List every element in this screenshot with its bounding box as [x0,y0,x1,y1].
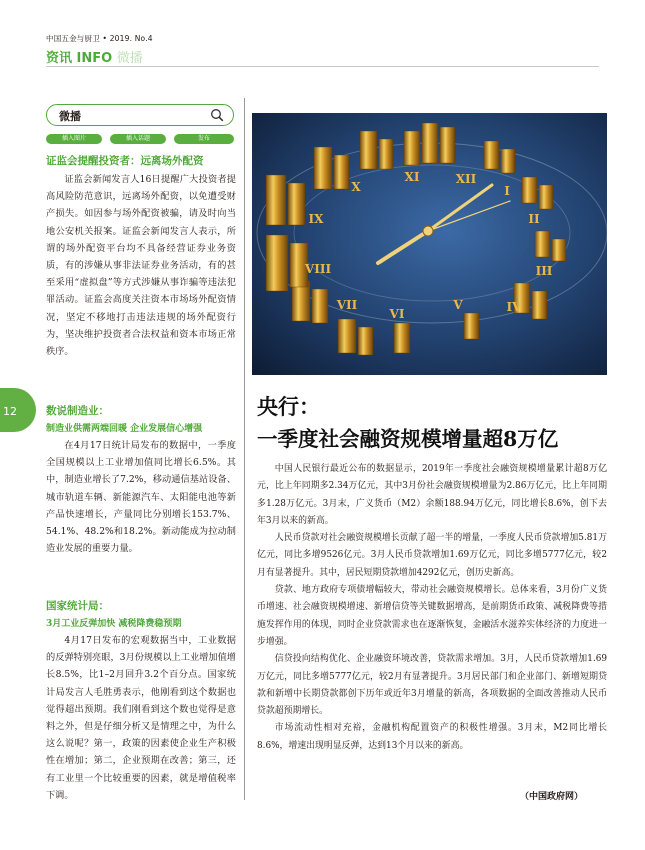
main-title-line1: 央行： [257,394,320,419]
main-paragraph-2: 人民币贷款对社会融资规模增长贡献了超一半的增量，一季度人民币贷款增加5.81万亿元，同比多增9526亿元。3月人民币贷款增加1.69万亿元，同比多增5777亿元，较2月有显著提升。其中，居民短期贷款增加4292亿元，创历史新高。 [257,533,607,578]
numeral-2: I [504,184,510,198]
numeral-7: VI [389,307,405,321]
weibo-search-box[interactable] [46,104,234,126]
section-title [46,47,143,66]
column-divider [244,98,245,800]
clock-coins-photo [252,113,607,375]
article-manufacturing-body: 在4月17日统计局发布的数据中，一季度全国规模以上工业增加值同比增长6.5%。其中，制造业增长了7.2%，移动通信基站设备、城市轨道车辆、新能源汽车、太阳能电池等新产品快速增长，产量同比分别增长153.7%、54.1%、48.2%和18.2%。新动能成为拉动制造业发展的重要力量。 [46,440,236,555]
numeral-9: VIII [304,262,332,276]
article-nbs-subtitle: 3月工业反弹加快 减税降费稳预期 [46,619,182,629]
section-title-main: 资讯 INFO [46,51,113,66]
main-title-line2: 一季度社会融资规模增量超8万亿 [257,427,559,451]
magazine-header: 中国五金与厨卫 • 2019. No.4 [46,34,153,43]
main-paragraph-1: 中国人民银行最近公布的数据显示，2019年一季度社会融资规模增量累计超8万亿元，比上年同期多2.34万亿元，其中3月份社会融资规模增量为2.86万亿元，比上年同期多1.28万亿元。3月末，广义货币（M2）余额188.94万亿元，同比增长8.6%，创下去年3月以来的新高。 [257,464,607,526]
article-nbs-title: 国家统计局： [46,600,109,612]
numeral-5: IV [506,300,522,314]
insert-topic-button[interactable]: 插入话题 [110,134,166,144]
numeral-6: V [453,298,463,312]
numeral-11: X [351,180,361,194]
insert-image-button[interactable]: 插入图片 [46,134,102,144]
numeral-4: III [535,264,553,278]
article-csrc-title: 证监会提醒投资者：远离场外配资 [46,155,204,167]
section-title-light: 微播 [116,51,143,66]
weibo-label: 微播 [59,110,81,123]
article-nbs-body: 4月17日发布的宏观数据当中，工业数据的反弹特别亮眼，3月份规模以上工业增加值增长8.5%，比1–2月回升3.2个百分点。国家统计局发言人毛胜勇表示，他刚看到这个数据也觉得超出预期。我们刚看到这个数也觉得是意料之外，但是仔细分析又是情理之中，为什么这么说呢？第一，政策的因素使企业生产积极性在增加；第二，企业预期在改善；第三，还有工业里一个比较重要的因素，就是增值税率下调。 [46,635,236,801]
article-csrc [46,153,236,360]
numeral-8: VII [336,298,358,312]
article-nbs [46,598,236,804]
article-csrc-body: 证监会新闻发言人16日提醒广大投资者提高风险防范意识，远离场外配资，以免遭受财产损失。如因参与场外配资被骗，请及时向当地公安机关报案。证监会新闻发言人表示，所谓的场外配资平台均不具备经营证券业务资质，有的涉嫌从事非法证券业务活动，有的甚至采用“虚拟盘”等方式涉嫌从事诈骗等违法犯罪活动。证监会高度关注资本市场场外配资情况，坚定不移地打击违法违规的场外配资行为，坚决维护投资者合法权益和资本市场正常秩序。 [46,174,236,358]
source-credit: （中国政府网） [520,792,584,802]
article-manufacturing-title: 数说制造业： [46,405,109,417]
main-paragraph-5: 市场流动性相对充裕，金融机构配置资产的积极性增强。3月末，M2同比增长8.6%，增速出现明显反弹，达到13个月以来的新高。 [257,723,607,751]
numeral-0: XI [404,170,420,184]
main-paragraph-3: 贷款、地方政府专项债增幅较大，带动社会融资规模增长。总体来看，3月份广义货币增速、社会融资规模增速、新增信贷等关键数据增高，是前期货币政策、减税降费等措施发挥作用的体现，同时企业贷款需求也在逐渐恢复，金融活水滋养实体经济的力度进一步增强。 [257,585,607,647]
numeral-10: IX [308,212,324,226]
numeral-3: II [528,212,540,226]
article-manufacturing-subtitle: 制造业供需两端回暖 企业发展信心增强 [46,424,203,434]
section-rule [46,66,599,67]
main-article-body [257,461,607,755]
publish-button[interactable]: 发布 [174,134,234,144]
main-paragraph-4: 信贷投向结构优化、企业融资环境改善，贷款需求增加。3月，人民币贷款增加1.69万亿元，同比多增5777亿元，较2月有显著提升。3月居民部门和企业部门、新增短期贷款和新增中长期贷款都创下历年或近年3月增量的新高，各项数据的全面改善推动人民币贷款超预期增长。 [257,654,607,717]
search-icon[interactable] [210,108,224,122]
page-number: 12 [3,405,17,418]
article-manufacturing [46,403,236,557]
numeral-1: XII [455,172,477,186]
